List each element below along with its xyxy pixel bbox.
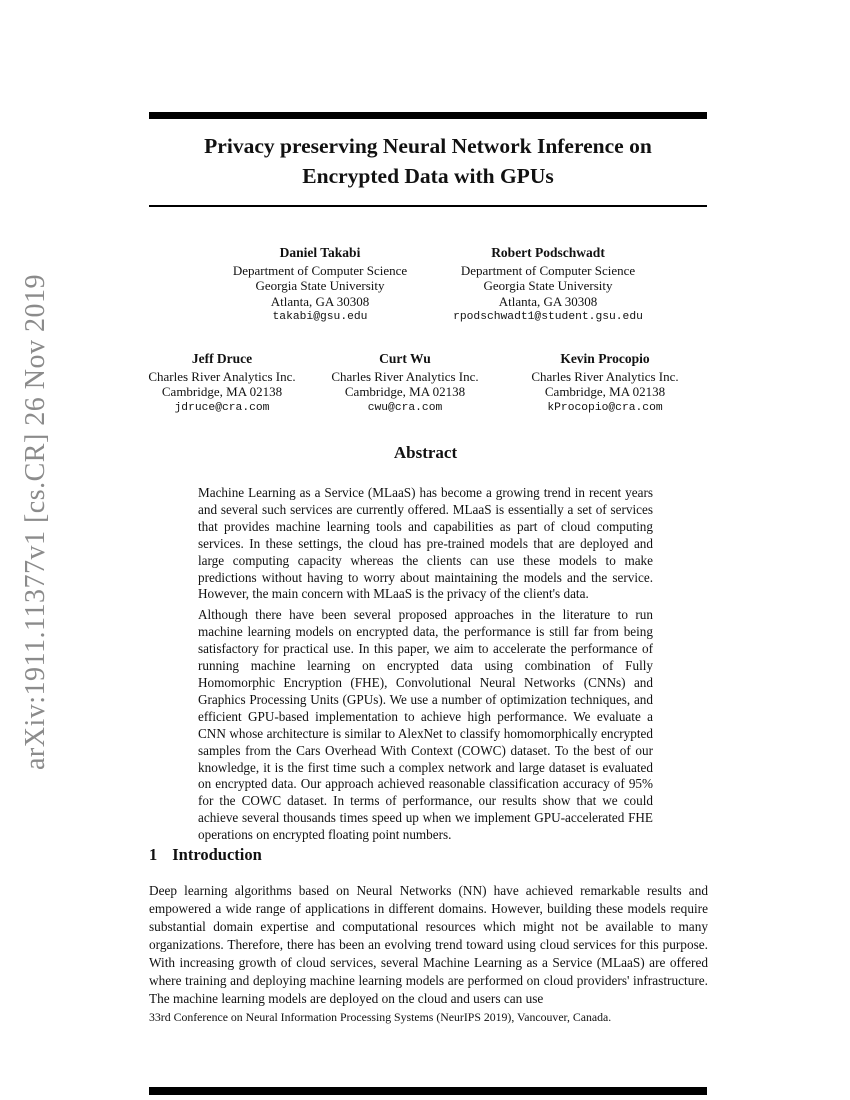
author-affiliation-line: Department of Computer Science xyxy=(232,262,408,278)
author-block-curt-wu xyxy=(310,351,500,416)
author-affiliation-line: Cambridge, MA 02138 xyxy=(161,384,283,399)
author-affiliation-line: Cambridge, MA 02138 xyxy=(544,384,666,399)
introduction-paragraph: Deep learning algorithms based on Neural Networks (NN) have achieved remarkable results and empowered a wide range of applications in different domains. However, building these models require substantial domain expertise and computational resources which might not be available to many organizations. Therefore, there has been an evolving trend toward using cloud services for this purpose. With increasing growth of cloud services, several Machine Learning as a Service (MLaaS) are offered where training and deploying machine learning models are performed on cloud providers' infrastructure. The machine learning models are deployed on the cloud and users can use xyxy=(149,883,708,1006)
author-affiliation-line: Georgia State University xyxy=(483,278,613,293)
author-email: cwu@cra.com xyxy=(367,401,443,414)
title-top-rule xyxy=(149,112,707,119)
author-email: takabi@gsu.edu xyxy=(272,311,368,323)
author-name: Kevin Procopio xyxy=(560,351,650,366)
title-bottom-rule xyxy=(149,205,707,207)
section-title: Introduction xyxy=(172,845,262,864)
author-affiliation-line: Georgia State University xyxy=(255,278,385,293)
author-affiliation-line: Cambridge, MA 02138 xyxy=(344,384,466,399)
author-affiliation-line: Department of Computer Science xyxy=(460,262,636,278)
abstract-paragraph-1: Machine Learning as a Service (MLaaS) has become a growing trend in recent years and several such services are currently offered. MLaaS is essentially a set of services that provides machine learning tools and capabilities as part of cloud computing services. In these settings, the cloud has pre-trained models that are deployed and large computing capacity whereas the clients can use these models to make predictions without having to worry about maintaining the models and the service. However, the main concern with MLaaS is the privacy of the client's data. xyxy=(198,485,653,602)
paper-title xyxy=(149,131,707,191)
author-block-daniel-takabi xyxy=(200,245,440,326)
author-affiliation-line: Atlanta, GA 30308 xyxy=(270,293,370,309)
abstract-heading: Abstract xyxy=(393,443,458,462)
abstract-body xyxy=(198,485,653,844)
author-affiliation-line: Atlanta, GA 30308 xyxy=(498,293,598,309)
author-email: jdruce@cra.com xyxy=(174,401,270,414)
author-affiliation-line: Charles River Analytics Inc. xyxy=(331,368,479,384)
next-page-top-rule xyxy=(149,1087,707,1095)
author-email: rpodschwadt1@student.gsu.edu xyxy=(453,311,643,323)
author-affiliation-line: Charles River Analytics Inc. xyxy=(148,368,296,384)
abstract-paragraph-2: Although there have been several proposed approaches in the literature to run machine learning models on encrypted data, the performance is still far from being satisfactory for practical use. In this paper, we aim to accelerate the performance of running machine learning on encrypted data using combination of Fully Homomorphic Encryption (FHE), Convolutional Neural Networks (CNNs) and Graphics Processing Units (GPUs). We use a number of optimization techniques, and efficient GPU-based implementation to achieve high performance. We evaluate a CNN whose architecture is similar to AlexNet to classify homomorphically encrypted samples from the Cars Overhead With Context (COWC) dataset. To the best of our knowledge, it is the first time such a complex network and large dataset is evaluated on encrypted data. Our approach achieved reasonable classification accuracy of 95% for the COWC dataset. In terms of performance, our results show that we could achieve several thousands times speed up when we implement GPU-accelerated FHE operations on encrypted floating point numbers. xyxy=(198,607,653,843)
paper-title-line2: Encrypted Data with GPUs xyxy=(302,164,554,188)
author-name: Curt Wu xyxy=(379,351,431,366)
author-name: Robert Podschwadt xyxy=(491,245,605,260)
conference-footnote: 33rd Conference on Neural Information Processing Systems (NeurIPS 2019), Vancouver, Canada. xyxy=(149,1010,612,1024)
arxiv-watermark: arXiv:1911.11377v1 [cs.CR] 26 Nov 2019 xyxy=(20,274,51,770)
paper-title-line1: Privacy preserving Neural Network Inference on xyxy=(204,134,652,158)
author-email: kProcopio@cra.com xyxy=(547,401,663,414)
author-block-jeff-druce xyxy=(127,351,317,416)
section-number: 1 xyxy=(149,845,158,864)
section-heading-introduction xyxy=(149,845,262,865)
author-affiliation-line: Charles River Analytics Inc. xyxy=(531,368,679,384)
author-block-kevin-procopio xyxy=(510,351,700,416)
author-block-robert-podschwadt xyxy=(418,245,678,326)
author-name: Jeff Druce xyxy=(191,351,253,366)
author-name: Daniel Takabi xyxy=(279,245,361,260)
